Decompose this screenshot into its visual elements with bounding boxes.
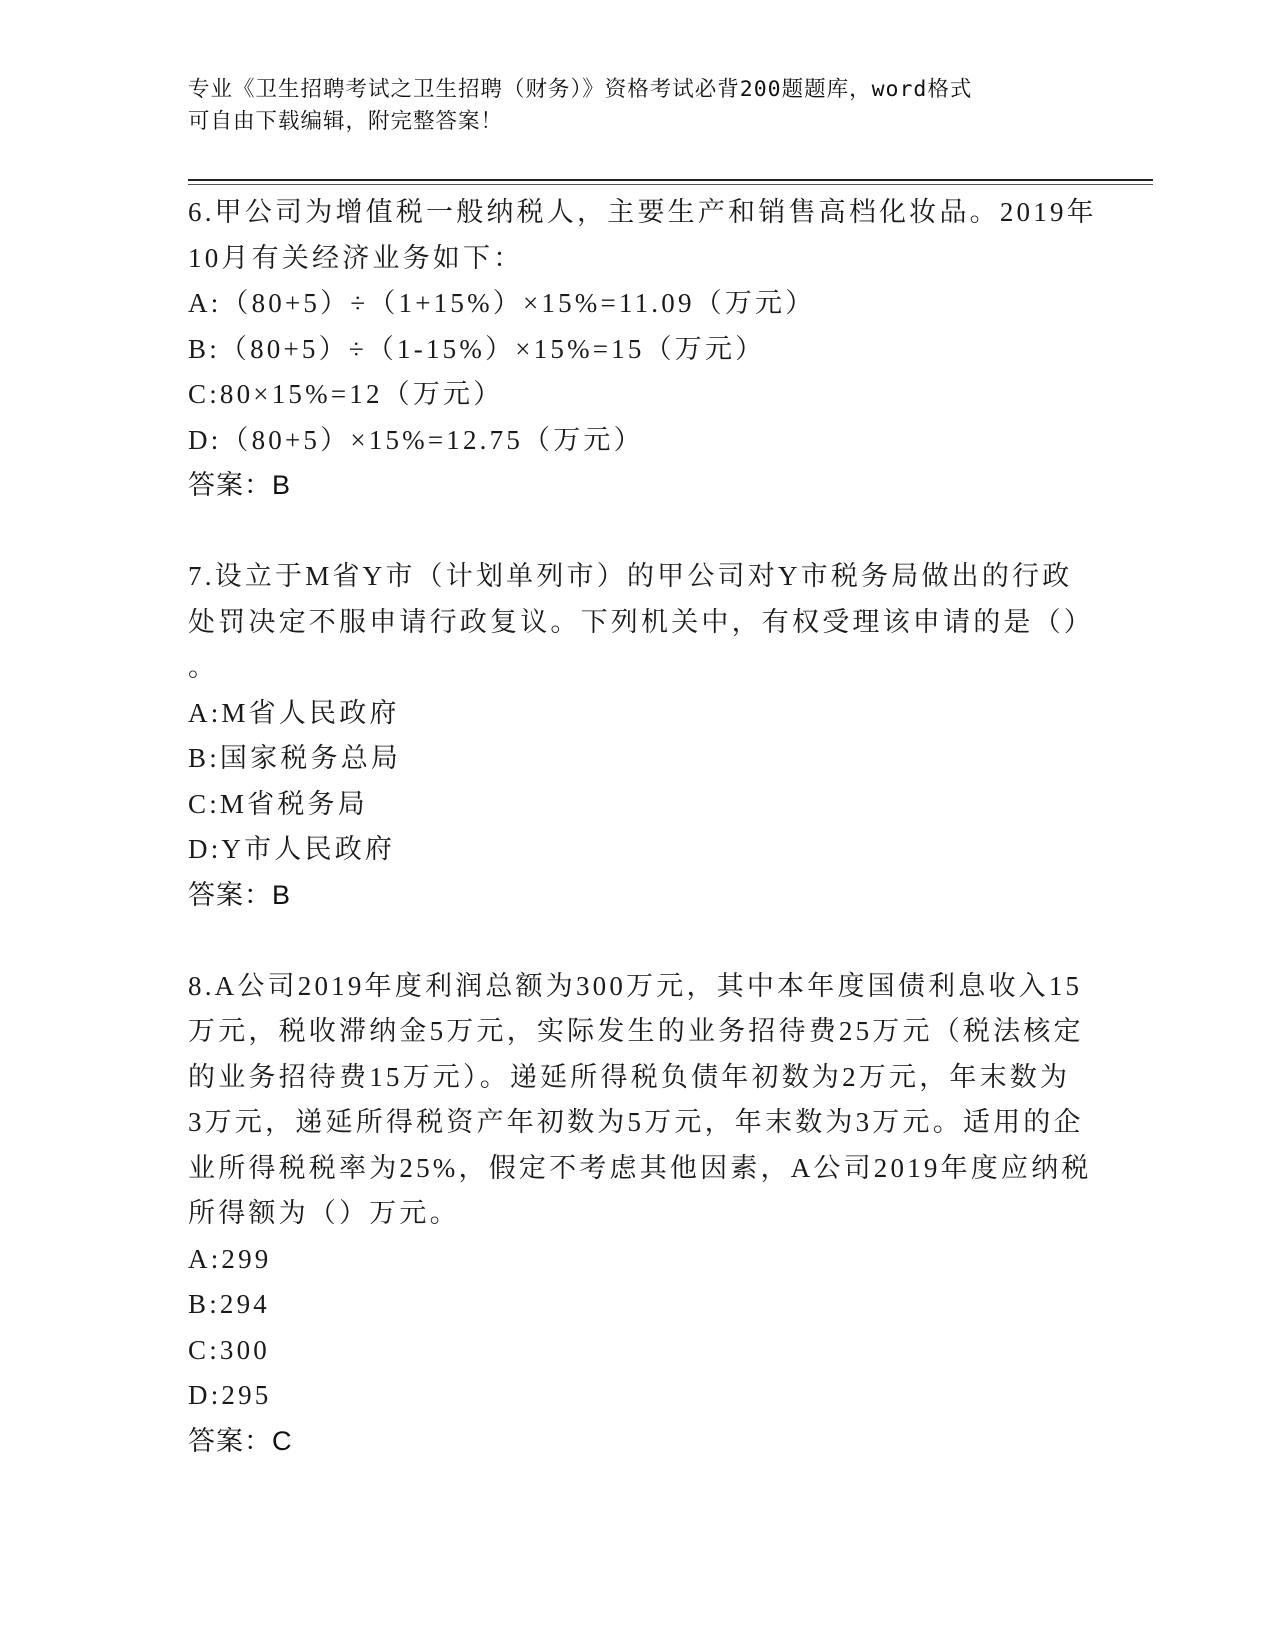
option-a: A:M省人民政府 [188, 697, 400, 728]
answer-line: 答案：B [188, 470, 292, 500]
question-text-line: 8.A公司2019年度利润总额为300万元，其中本年度国债利息收入15 [188, 970, 1083, 1001]
header-divider-thin [188, 184, 1153, 185]
header-line: 专业《卫生招聘考试之卫生招聘（财务）》资格考试必背200题题库，word格式 [188, 77, 973, 102]
question-text-line: 万元，税收滞纳金5万元，实际发生的业务招待费25万元（税法核定 [188, 1016, 1084, 1046]
header-line: 可自由下载编辑，附完整答案！ [188, 109, 504, 134]
question-text-line: 。 [188, 652, 219, 682]
option-d: D:（80+5）×15%=12.75（万元） [188, 424, 644, 455]
option-c: C:80×15%=12（万元） [188, 379, 504, 409]
question-text-line: 的业务招待费15万元）。递延所得税负债年初数为2万元，年末数为 [188, 1061, 1071, 1092]
option-d: D:Y市人民政府 [188, 834, 396, 864]
option-b: B:（80+5）÷（1-15%）×15%=15（万元） [188, 333, 766, 364]
option-c: C:300 [188, 1334, 271, 1365]
question-8 [188, 964, 1092, 1465]
option-d: D:295 [188, 1380, 272, 1410]
option-a: A:299 [188, 1243, 272, 1274]
question-text-line: 10月有关经济业务如下： [188, 242, 524, 273]
question-text-line: 所得额为（）万元。 [188, 1198, 460, 1228]
question-list [188, 190, 1097, 1464]
question-text-line: 处罚决定不服申请行政复议。下列机关中，有权受理该申请的是（） [188, 606, 1094, 637]
option-b: B:国家税务总局 [188, 743, 402, 773]
question-text-line: 3万元，递延所得税资产年初数为5万元，年末数为3万元。适用的企 [188, 1107, 1084, 1137]
question-6 [188, 190, 1097, 509]
option-b: B:294 [188, 1289, 271, 1319]
header-divider-thick [188, 179, 1153, 181]
answer-line: 答案：C [188, 1425, 293, 1456]
question-text-line: 6.甲公司为增值税一般纳税人，主要生产和销售高档化妆品。2019年 [188, 197, 1097, 227]
question-7 [188, 554, 1094, 918]
option-c: C:M省税务局 [188, 788, 368, 819]
question-text-line: 7.设立于M省Y市（计划单列市）的甲公司对Y市税务局做出的行政 [188, 561, 1073, 591]
document-header [188, 74, 1068, 138]
option-a: A:（80+5）÷（1+15%）×15%=11.09（万元） [188, 288, 816, 318]
question-text-line: 业所得税税率为25%，假定不考虑其他因素，A公司2019年度应纳税 [188, 1152, 1092, 1183]
answer-line: 答案：B [188, 879, 292, 910]
